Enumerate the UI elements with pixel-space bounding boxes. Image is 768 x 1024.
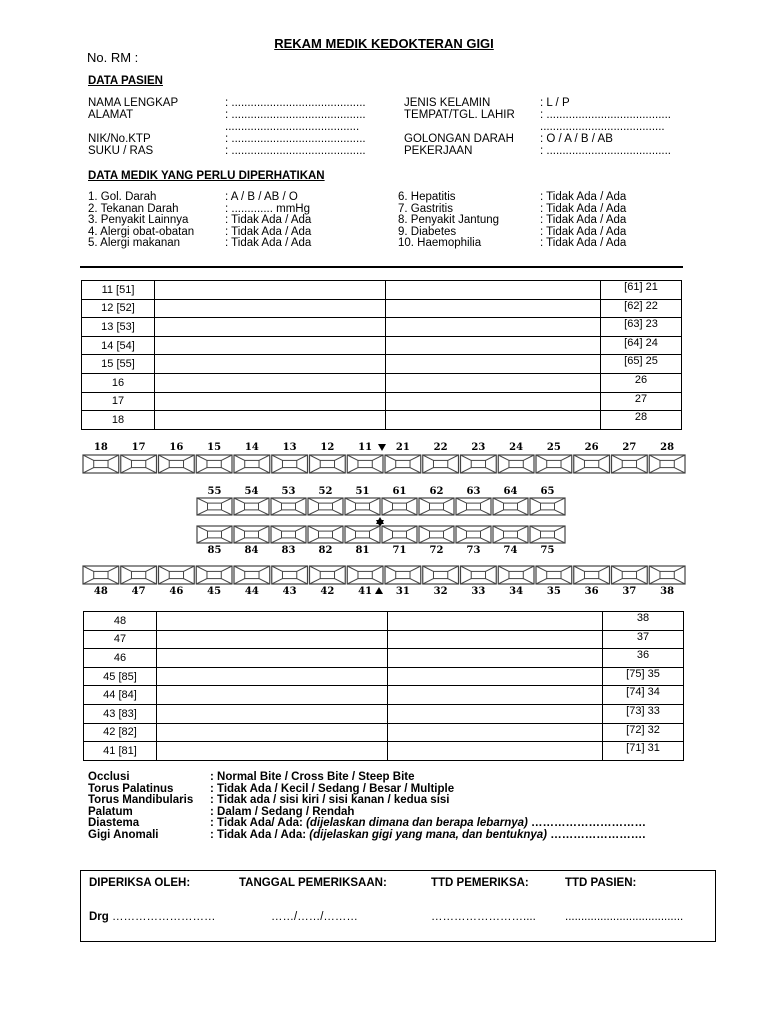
tooth-number-left: 11 [51] — [82, 281, 155, 300]
tooth-label: 61 — [392, 486, 407, 497]
tooth-label: 65 — [540, 486, 555, 497]
tooth-label: 12 — [320, 442, 335, 453]
tooth-cell[interactable] — [155, 373, 386, 392]
medik-left-value[interactable]: : Tidak Ada / Ada — [225, 237, 312, 249]
tooth-17[interactable] — [121, 455, 157, 473]
tooth-cell[interactable] — [386, 392, 601, 411]
tooth-63[interactable] — [456, 498, 491, 515]
tooth-81[interactable] — [345, 526, 380, 543]
tooth-28[interactable] — [649, 455, 685, 473]
tooth-label: 62 — [429, 486, 444, 497]
tooth-73[interactable] — [456, 526, 491, 543]
tooth-row — [82, 392, 682, 411]
odontogram — [78, 438, 690, 598]
tooth-53[interactable] — [271, 498, 306, 515]
tooth-26[interactable] — [574, 455, 610, 473]
tooth-label: 13 — [282, 442, 297, 453]
tooth-18[interactable] — [83, 455, 119, 473]
tooth-label: 18 — [93, 442, 108, 453]
tooth-cell[interactable] — [157, 686, 388, 705]
tooth-label: 43 — [282, 586, 297, 597]
medik-left-label: 3. Penyakit Lainnya — [88, 214, 189, 226]
tooth-27[interactable] — [612, 455, 648, 473]
tooth-34[interactable] — [498, 566, 534, 584]
pemeriksaan-label: Palatum — [88, 805, 133, 818]
tooth-36[interactable] — [574, 566, 610, 584]
tooth-number-left: 13 [53] — [82, 318, 155, 337]
tooth-44[interactable] — [234, 566, 270, 584]
tooth-42[interactable] — [310, 566, 346, 584]
tooth-37[interactable] — [612, 566, 648, 584]
tooth-label: 31 — [395, 586, 410, 597]
midline-arrow-down-icon — [378, 444, 386, 451]
tooth-cell[interactable] — [388, 704, 603, 723]
pasien-right-label: JENIS KELAMIN — [404, 97, 491, 109]
tooth-number-left: 17 — [82, 392, 155, 411]
medik-left-value[interactable]: : ............. mmHg — [225, 203, 310, 215]
ttd-pemeriksa-field[interactable]: …………………….... — [431, 911, 536, 923]
tooth-cell[interactable] — [157, 630, 388, 649]
tooth-label: 47 — [131, 586, 146, 597]
tooth-65[interactable] — [530, 498, 565, 515]
tooth-number-right: 26 — [601, 373, 682, 392]
tooth-31[interactable] — [385, 566, 421, 584]
tooth-cell[interactable] — [155, 318, 386, 337]
medik-left-value[interactable]: : A / B / AB / O — [225, 191, 298, 203]
tooth-cell[interactable] — [155, 392, 386, 411]
tooth-cell[interactable] — [157, 612, 388, 631]
tooth-85[interactable] — [197, 526, 232, 543]
pasien-right-value[interactable]: : ....................................... — [540, 145, 671, 157]
tooth-45[interactable] — [196, 566, 232, 584]
tooth-11[interactable] — [347, 455, 383, 473]
tooth-number-right: [71] 31 — [603, 742, 684, 761]
pemeriksaan-label: Occlusi — [88, 771, 130, 783]
tooth-75[interactable] — [530, 526, 565, 543]
tooth-row — [82, 336, 682, 355]
diperiksa-oleh-label: DIPERIKSA OLEH: — [89, 877, 191, 889]
tooth-72[interactable] — [419, 526, 454, 543]
tooth-number-left: 46 — [84, 649, 157, 668]
tooth-number-right: 28 — [601, 411, 682, 430]
tooth-cell[interactable] — [386, 411, 601, 430]
tooth-47[interactable] — [121, 566, 157, 584]
tooth-number-left: 15 [55] — [82, 355, 155, 374]
date-field[interactable]: ……/……/……… — [271, 911, 358, 923]
tooth-24[interactable] — [498, 455, 534, 473]
pemeriksaan-label: Torus Palatinus — [88, 782, 174, 795]
tooth-label: 28 — [660, 442, 675, 453]
tooth-cell[interactable] — [386, 373, 601, 392]
pemeriksaan-value[interactable]: : Tidak Ada/ Ada: (dijelaskan dimana dan berapa lebarnya) ………………………… — [210, 817, 647, 829]
tooth-35[interactable] — [536, 566, 572, 584]
pasien-right-value[interactable]: ....................................... — [540, 121, 665, 133]
tooth-number-right: 37 — [603, 630, 684, 649]
ttd-pasien-field[interactable]: ..................................... — [565, 911, 684, 923]
pasien-left-label: NAMA LENGKAP — [88, 97, 179, 109]
tooth-label: 41 — [358, 586, 373, 597]
tooth-row — [84, 704, 684, 723]
medik-left-label: 2. Tekanan Darah — [88, 203, 179, 215]
tooth-label: 11 — [358, 442, 373, 453]
tooth-cell[interactable] — [386, 355, 601, 374]
medik-right-label: 9. Diabetes — [398, 226, 457, 238]
tooth-22[interactable] — [423, 455, 459, 473]
pasien-right-value[interactable]: : O / A / B / AB — [540, 133, 613, 145]
tooth-number-left: 45 [85] — [84, 667, 157, 686]
tooth-label: 16 — [169, 442, 184, 453]
medik-left-label: 1. Gol. Darah — [88, 191, 157, 203]
tooth-48[interactable] — [83, 566, 119, 584]
tooth-label: 22 — [433, 442, 448, 453]
ttd-pasien-label: TTD PASIEN: — [565, 877, 637, 889]
tooth-cell[interactable] — [388, 723, 603, 742]
tooth-label: 45 — [207, 586, 222, 597]
tooth-number-right: [63] 23 — [601, 318, 682, 337]
tooth-number-left: 48 — [84, 612, 157, 631]
ttd-pemeriksa-label: TTD PEMERIKSA: — [431, 877, 529, 889]
data-medik-heading: DATA MEDIK YANG PERLU DIPERHATIKAN — [88, 170, 325, 182]
tooth-number-right: [75] 35 — [603, 667, 684, 686]
tooth-cell[interactable] — [157, 667, 388, 686]
tooth-cell[interactable] — [388, 686, 603, 705]
tooth-number-right: [73] 33 — [603, 704, 684, 723]
tooth-83[interactable] — [271, 526, 306, 543]
tooth-label: 23 — [471, 442, 486, 453]
tooth-64[interactable] — [493, 498, 528, 515]
tooth-number-left: 12 [52] — [82, 299, 155, 318]
tooth-16[interactable] — [159, 455, 195, 473]
tooth-number-right: [61] 21 — [601, 281, 682, 300]
page-title: REKAM MEDIK KEDOKTERAN GIGI — [274, 36, 494, 51]
tooth-row — [84, 630, 684, 649]
tooth-number-left: 16 — [82, 373, 155, 392]
medik-right-label: 6. Hepatitis — [398, 191, 456, 203]
tooth-label: 21 — [395, 442, 410, 453]
pemeriksaan-label: Torus Mandibularis — [88, 794, 194, 806]
tooth-label: 53 — [281, 486, 296, 497]
tooth-number-left: 41 [81] — [84, 742, 157, 761]
tooth-cell[interactable] — [388, 630, 603, 649]
pasien-right-label: PEKERJAAN — [404, 145, 473, 157]
tooth-row — [82, 318, 682, 337]
tooth-cell[interactable] — [388, 667, 603, 686]
tooth-row — [84, 612, 684, 631]
no-rm-label: No. RM : — [87, 50, 139, 65]
tooth-label: 44 — [244, 586, 259, 597]
tooth-label: 26 — [584, 442, 599, 453]
pasien-left-value[interactable]: : .......................................... — [225, 145, 366, 157]
pemeriksaan-value[interactable]: : Dalam / Sedang / Rendah — [210, 805, 355, 818]
medik-right-label: 10. Haemophilia — [398, 237, 482, 249]
tooth-33[interactable] — [461, 566, 497, 584]
tooth-cell[interactable] — [155, 281, 386, 300]
pasien-right-label: TEMPAT/TGL. LAHIR — [404, 109, 515, 121]
data-pasien-heading: DATA PASIEN — [88, 75, 163, 87]
tooth-label: 55 — [207, 486, 222, 497]
tooth-label: 32 — [433, 586, 448, 597]
tooth-label: 72 — [429, 545, 444, 556]
tooth-number-right: [64] 24 — [601, 336, 682, 355]
pasien-left-label: ALAMAT — [88, 109, 134, 121]
pemeriksaan-value[interactable]: : Tidak Ada / Ada: (dijelaskan gigi yang mana, dan bentuknya) ……………………. — [210, 828, 646, 841]
tooth-number-right: [72] 32 — [603, 723, 684, 742]
upper-teeth-table — [81, 280, 682, 430]
tooth-row — [84, 667, 684, 686]
tooth-row — [84, 723, 684, 742]
tooth-label: 52 — [318, 486, 333, 497]
tooth-label: 74 — [503, 545, 518, 556]
pemeriksaan-value[interactable]: : Normal Bite / Cross Bite / Steep Bite — [210, 771, 415, 783]
tooth-cell[interactable] — [386, 299, 601, 318]
medik-left-label: 4. Alergi obat-obatan — [88, 226, 195, 238]
tooth-number-left: 18 — [82, 411, 155, 430]
tooth-label: 63 — [466, 486, 481, 497]
tooth-label: 36 — [584, 586, 599, 597]
medik-left-label: 5. Alergi makanan — [88, 237, 181, 249]
tooth-label: 27 — [622, 442, 637, 453]
tooth-label: 83 — [281, 545, 296, 556]
tooth-label: 34 — [509, 586, 524, 597]
tooth-number-left: 43 [83] — [84, 704, 157, 723]
medik-right-value[interactable]: : Tidak Ada / Ada — [540, 191, 627, 203]
tooth-label: 42 — [320, 586, 335, 597]
tooth-label: 33 — [471, 586, 486, 597]
tooth-row — [82, 299, 682, 318]
tooth-cell[interactable] — [386, 318, 601, 337]
tooth-row — [82, 411, 682, 430]
tooth-number-left: 42 [82] — [84, 723, 157, 742]
tooth-number-right: [62] 22 — [601, 299, 682, 318]
tooth-row — [84, 742, 684, 761]
section-divider — [80, 266, 683, 268]
tooth-cell[interactable] — [388, 649, 603, 668]
tooth-number-right: [74] 34 — [603, 686, 684, 705]
pemeriksaan-label: Gigi Anomali — [88, 828, 159, 841]
medik-right-value[interactable]: : Tidak Ada / Ada — [540, 214, 627, 226]
tooth-38[interactable] — [649, 566, 685, 584]
tooth-cell[interactable] — [157, 742, 388, 761]
medik-left-value[interactable]: : Tidak Ada / Ada — [225, 214, 312, 226]
pasien-right-value[interactable]: : L / P — [540, 97, 570, 109]
medik-right-label: 7. Gastritis — [398, 203, 453, 215]
pasien-left-value[interactable]: .......................................... — [225, 121, 360, 133]
tooth-cell[interactable] — [155, 299, 386, 318]
pemeriksaan-value[interactable]: : Tidak ada / sisi kiri / sisi kanan / kedua sisi — [210, 794, 450, 806]
tooth-label: 17 — [131, 442, 146, 453]
tooth-label: 46 — [169, 586, 184, 597]
tooth-label: 54 — [244, 486, 259, 497]
tooth-label: 85 — [207, 545, 222, 556]
pasien-left-label: SUKU / RAS — [88, 145, 154, 157]
tooth-cell[interactable] — [155, 336, 386, 355]
tooth-84[interactable] — [234, 526, 269, 543]
drg-field[interactable]: Drg ……………………… — [89, 911, 216, 923]
tooth-label: 35 — [546, 586, 561, 597]
tooth-number-right: [65] 25 — [601, 355, 682, 374]
tooth-51[interactable] — [345, 498, 380, 515]
tooth-21[interactable] — [385, 455, 421, 473]
tooth-label: 14 — [244, 442, 259, 453]
tooth-label: 37 — [622, 586, 637, 597]
tooth-row — [82, 373, 682, 392]
tooth-label: 51 — [355, 486, 370, 497]
medik-right-value[interactable]: : Tidak Ada / Ada — [540, 237, 627, 249]
tooth-cell[interactable] — [386, 281, 601, 300]
tooth-label: 48 — [93, 586, 108, 597]
tooth-74[interactable] — [493, 526, 528, 543]
pemeriksaan-value[interactable]: : Tidak Ada / Kecil / Sedang / Besar / Multiple — [210, 782, 455, 795]
tooth-62[interactable] — [419, 498, 454, 515]
tooth-cell[interactable] — [155, 355, 386, 374]
tooth-12[interactable] — [310, 455, 346, 473]
tooth-label: 38 — [660, 586, 675, 597]
tooth-23[interactable] — [461, 455, 497, 473]
tooth-label: 75 — [540, 545, 555, 556]
tooth-label: 24 — [509, 442, 524, 453]
tooth-cell[interactable] — [388, 612, 603, 631]
tooth-46[interactable] — [159, 566, 195, 584]
lower-teeth-table — [83, 611, 684, 761]
tooth-number-right: 36 — [603, 649, 684, 668]
midline-arrow-up-icon — [375, 587, 383, 594]
medik-right-value[interactable]: : Tidak Ada / Ada — [540, 226, 627, 238]
tooth-row — [82, 355, 682, 374]
pasien-left-value[interactable]: : .......................................... — [225, 133, 366, 145]
tooth-54[interactable] — [234, 498, 269, 515]
tanggal-pemeriksaan-label: TANGGAL PEMERIKSAAN: — [239, 877, 387, 889]
tooth-cell[interactable] — [388, 742, 603, 761]
tooth-number-right: 38 — [603, 612, 684, 631]
pemeriksaan-label: Diastema — [88, 817, 140, 829]
tooth-15[interactable] — [196, 455, 232, 473]
tooth-number-left: 47 — [84, 630, 157, 649]
tooth-label: 71 — [392, 545, 407, 556]
tooth-55[interactable] — [197, 498, 232, 515]
tooth-cell[interactable] — [157, 723, 388, 742]
tooth-label: 81 — [355, 545, 370, 556]
tooth-13[interactable] — [272, 455, 308, 473]
tooth-cell[interactable] — [386, 336, 601, 355]
tooth-row — [84, 686, 684, 705]
pasien-left-label: NIK/No.KTP — [88, 133, 151, 145]
signature-box — [80, 870, 716, 942]
tooth-label: 64 — [503, 486, 518, 497]
tooth-label: 84 — [244, 545, 259, 556]
tooth-71[interactable] — [382, 526, 417, 543]
tooth-61[interactable] — [382, 498, 417, 515]
pasien-left-value[interactable]: : .......................................... — [225, 97, 366, 109]
tooth-82[interactable] — [308, 526, 343, 543]
tooth-41[interactable] — [347, 566, 383, 584]
tooth-row — [82, 281, 682, 300]
tooth-cell[interactable] — [157, 649, 388, 668]
medik-right-label: 8. Penyakit Jantung — [398, 214, 500, 226]
tooth-label: 82 — [318, 545, 333, 556]
tooth-25[interactable] — [536, 455, 572, 473]
tooth-number-left: 44 [84] — [84, 686, 157, 705]
tooth-cell[interactable] — [157, 704, 388, 723]
tooth-52[interactable] — [308, 498, 343, 515]
medik-right-value[interactable]: : Tidak Ada / Ada — [540, 203, 627, 215]
tooth-row — [84, 649, 684, 668]
pasien-left-value[interactable]: : .......................................... — [225, 109, 366, 121]
pasien-right-label: GOLONGAN DARAH — [404, 133, 514, 145]
tooth-label: 15 — [207, 442, 222, 453]
medik-left-value[interactable]: : Tidak Ada / Ada — [225, 226, 312, 238]
tooth-number-left: 14 [54] — [82, 336, 155, 355]
tooth-cell[interactable] — [155, 411, 386, 430]
tooth-label: 73 — [466, 545, 481, 556]
tooth-32[interactable] — [423, 566, 459, 584]
pasien-right-value[interactable]: : ....................................... — [540, 109, 671, 121]
tooth-number-right: 27 — [601, 392, 682, 411]
tooth-label: 25 — [546, 442, 561, 453]
tooth-14[interactable] — [234, 455, 270, 473]
tooth-43[interactable] — [272, 566, 308, 584]
